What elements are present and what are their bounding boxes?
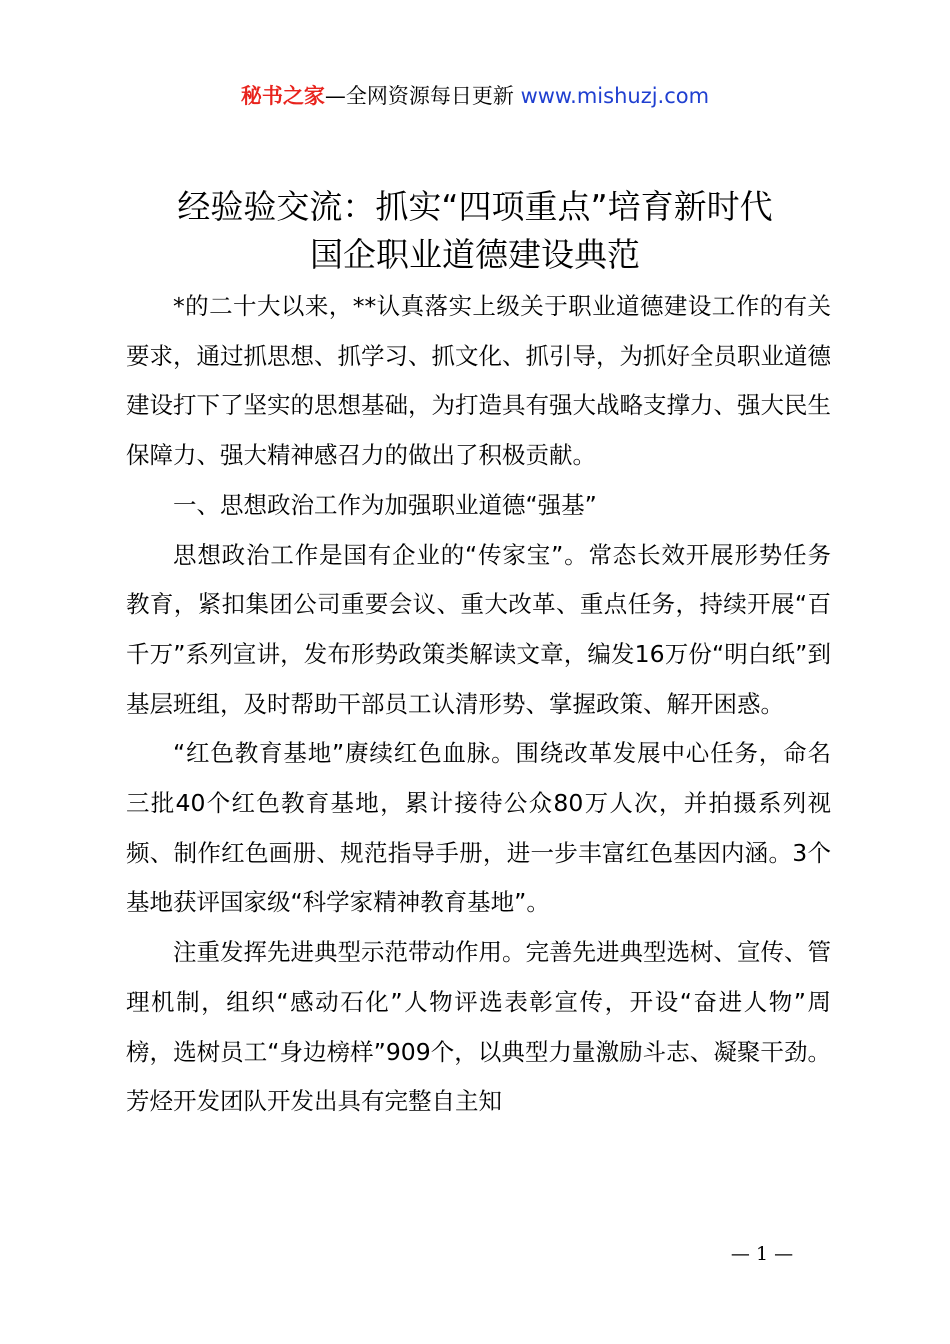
- site-brand: 秘书之家: [240, 84, 325, 108]
- site-slogan: —全网资源每日更新: [324, 84, 521, 108]
- paragraph-intro: *的二十大以来，**认真落实上级关于职业道德建设工作的有关要求，通过抓思想、抓学习、抓文化、抓引导，为抓好全员职业道德建设打下了坚实的思想基础，为打造具有强大战略支撑力、强大民生保障力、强大精神感召力的做出了积极贡献。: [126, 292, 831, 470]
- paragraph-ideology: 思想政治工作是国有企业的“传家宝”。常态长效开展形势任务教育，紧扣集团公司重要会议、重大改革、重点任务，持续开展“百千万”系列宣讲，发布形势政策类解读文章，编发16万份“明白纸”到基层班组，及时帮助干部员工认清形势、掌握政策、解开困惑。: [126, 540, 831, 718]
- title-line-1: 经验验交流：抓实“四项重点”培育新时代: [177, 187, 773, 226]
- paragraph-red-education: “红色教育基地”赓续红色血脉。围绕改革发展中心任务，命名三批40个红色教育基地，累计接待公众80万人次，并拍摄系列视频、制作红色画册、规范指导手册，进一步丰富红色基因内涵。3个基地获评国家级“科学家精神教育基地”。: [126, 739, 831, 917]
- paragraph-role-models: 注重发挥先进典型示范带动作用。完善先进典型选树、宣传、管理机制，组织“感动石化”人物评选表彰宣传，开设“奋进人物”周榜，选树员工“身边榜样”909个，以典型力量激励斗志、凝聚干劲。芳烃开发团队开发出具有完整自主知: [126, 938, 831, 1116]
- site-header: [0, 80, 950, 112]
- page-number: — 1 —: [730, 1243, 794, 1265]
- document-title: [0, 183, 950, 279]
- title-line-2: 国企职业道德建设典范: [310, 235, 640, 274]
- site-url[interactable]: www.mishuzj.com: [520, 84, 710, 108]
- section-heading-1: 一、思想政治工作为加强职业道德“强基”: [173, 490, 597, 519]
- document-body: [126, 282, 831, 1127]
